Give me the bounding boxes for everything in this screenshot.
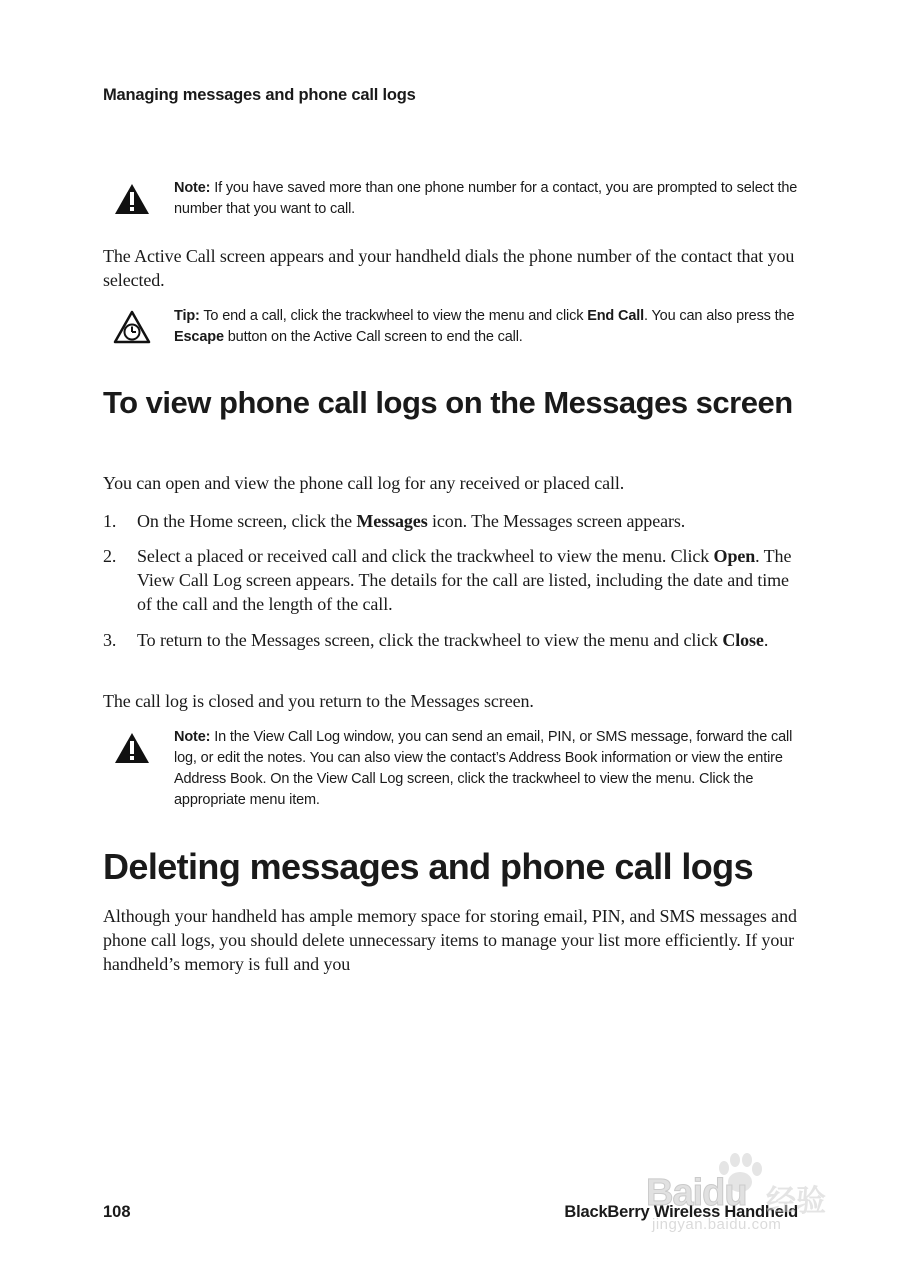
step-bold: Messages [356, 511, 428, 531]
tip-body: To end a call, click the trackwheel to view the menu and click [199, 308, 588, 324]
step-body: . The View Call Log screen appears. The details for the call are listed, including the date and time of the call and the length of the call. [137, 546, 792, 614]
chapter-heading: Deleting messages and phone call logs [103, 846, 753, 887]
note-body: In the View Call Log window, you can send an email, PIN, or SMS message, forward the call log, or edit the notes. You can also view the contact’s Address Book information or view the entire Address Book. On the View Call Log screen, click the trackwheel to view the menu. Click the appropriate menu item. [174, 729, 793, 808]
note-text [174, 727, 812, 811]
step-text [137, 628, 803, 652]
watermark-cn: 经验 [766, 1185, 826, 1218]
step-number: 2. [103, 546, 117, 566]
step-bold: Open [713, 546, 756, 566]
step-item [103, 544, 803, 616]
warning-triangle-icon [112, 727, 152, 772]
step-body: . [763, 630, 769, 650]
footer-book-title: BlackBerry Wireless Handheld [564, 1203, 798, 1221]
warning-triangle-icon [112, 178, 152, 223]
step-body: On the Home screen, click the [137, 511, 357, 531]
step-text [137, 544, 803, 616]
step-item [103, 628, 803, 652]
section-intro: You can open and view the phone call log for any received or placed call. [103, 473, 625, 493]
step-number: 1. [103, 511, 117, 531]
tip-body: . You can also press the [644, 308, 795, 324]
running-header: Managing messages and phone call logs [103, 86, 416, 104]
note-label: Note: [174, 729, 211, 745]
tip-bold-end-call: End Call [587, 308, 644, 324]
step-text [137, 509, 803, 533]
section-heading: To view phone call logs on the Messages screen [103, 385, 793, 420]
tip-callout [112, 306, 812, 351]
note-callout [112, 727, 812, 811]
note-text [174, 178, 812, 220]
tip-text [174, 306, 812, 348]
tip-label: Tip: [174, 308, 200, 324]
watermark-logo: Baidu [646, 1172, 747, 1214]
note-body: If you have saved more than one phone number for a contact, you are prompted to select the number that you want to call. [174, 180, 798, 217]
tip-clock-icon [112, 306, 152, 351]
note-label: Note: [174, 180, 211, 196]
paragraph: Although your handheld has ample memory space for storing email, PIN, and SMS messages and phone call logs, you should delete unnecessary items to manage your list more efficiently. If your handheld’s memory is full and you [103, 906, 797, 974]
step-body: Select a placed or received call and click the trackwheel to view the menu. Click [137, 546, 714, 566]
tip-body: button on the Active Call screen to end the call. [223, 329, 523, 345]
note-callout [112, 178, 812, 223]
section-outro: The call log is closed and you return to the Messages screen. [103, 691, 534, 711]
tip-bold-escape: Escape [174, 329, 224, 345]
page-number: 108 [103, 1203, 131, 1221]
paragraph: The Active Call screen appears and your handheld dials the phone number of the contact that you selected. [103, 246, 795, 290]
step-bold: Close [722, 630, 764, 650]
step-item [103, 509, 803, 533]
step-number: 3. [103, 630, 117, 650]
watermark [638, 1148, 848, 1240]
step-body: icon. The Messages screen appears. [427, 511, 686, 531]
watermark-url: jingyan.baidu.com [652, 1216, 782, 1233]
step-body: To return to the Messages screen, click the trackwheel to view the menu and click [137, 630, 723, 650]
